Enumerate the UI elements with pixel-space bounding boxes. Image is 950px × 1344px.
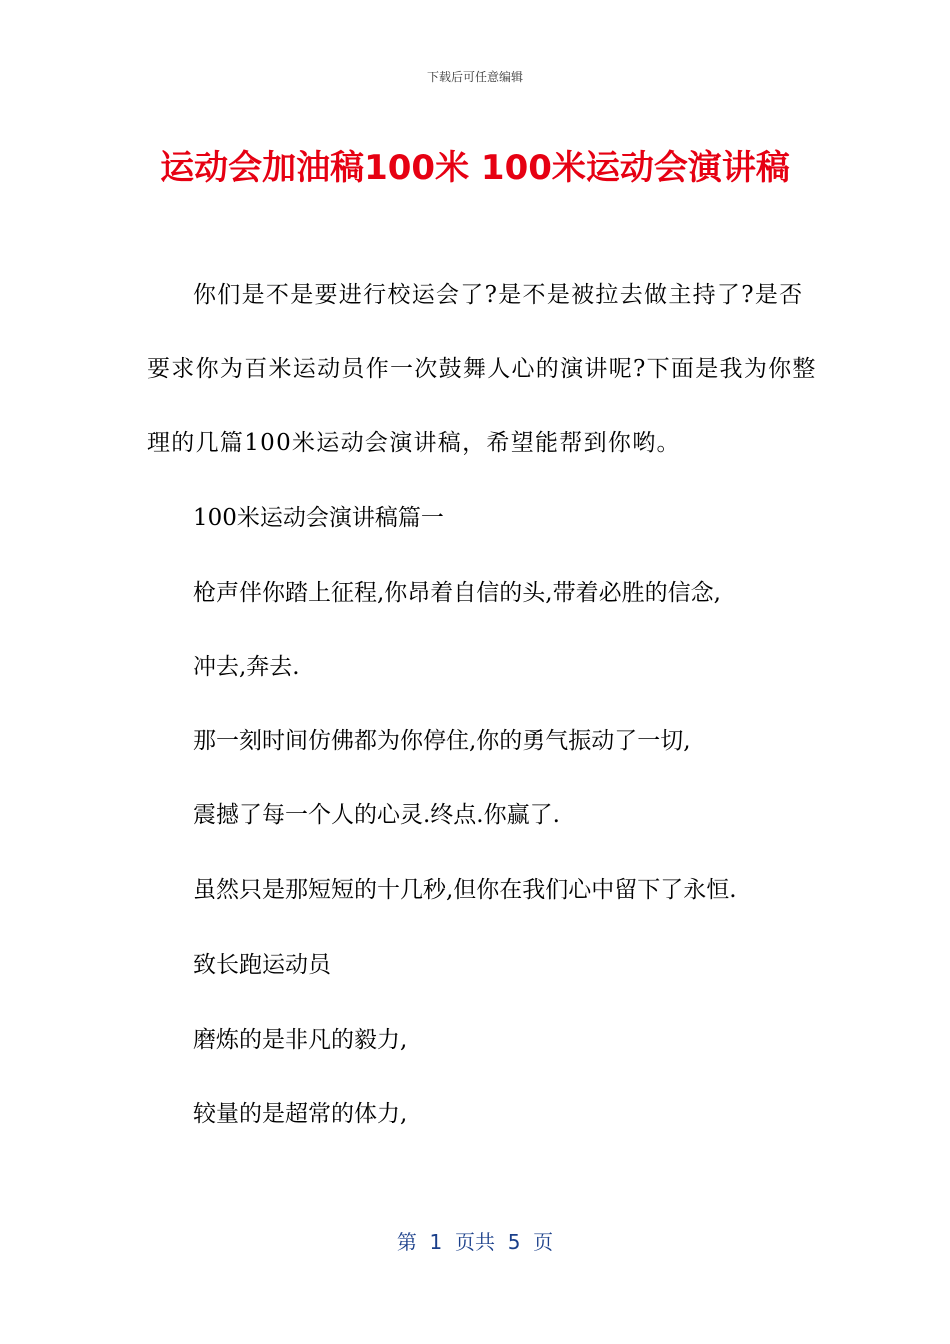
header-note: 下载后可任意编辑	[426, 70, 523, 84]
paragraph: 震撼了每一个人的心灵.终点.你赢了.	[193, 802, 560, 828]
paragraph: 虽然只是那短短的十几秒,但你在我们心中留下了永恒.	[193, 877, 737, 903]
paragraph: 那一刻时间仿佛都为你停住,你的勇气振动了一切,	[193, 728, 691, 754]
page-number-footer: 第 1 页共 5 页	[396, 1230, 554, 1254]
paragraph: 致长跑运动员	[193, 952, 331, 978]
paragraph: 枪声伴你踏上征程,你昂着自信的头,带着必胜的信念,	[193, 580, 721, 606]
intro-line-1: 你们是不是要进行校运会了?是不是被拉去做主持了?是否	[193, 282, 804, 308]
intro-line-3: 理的几篇100米运动会演讲稿，希望能帮到你哟。	[147, 430, 681, 456]
intro-line-2: 要求你为百米运动员作一次鼓舞人心的演讲呢?下面是我为你整	[147, 356, 817, 382]
document-title: 运动会加油稿100米 100米运动会演讲稿	[160, 148, 790, 188]
paragraph: 较量的是超常的体力,	[193, 1101, 408, 1127]
paragraph: 冲去,奔去.	[193, 654, 300, 680]
section-heading: 100米运动会演讲稿篇一	[193, 505, 444, 531]
paragraph: 磨炼的是非凡的毅力,	[193, 1027, 408, 1053]
